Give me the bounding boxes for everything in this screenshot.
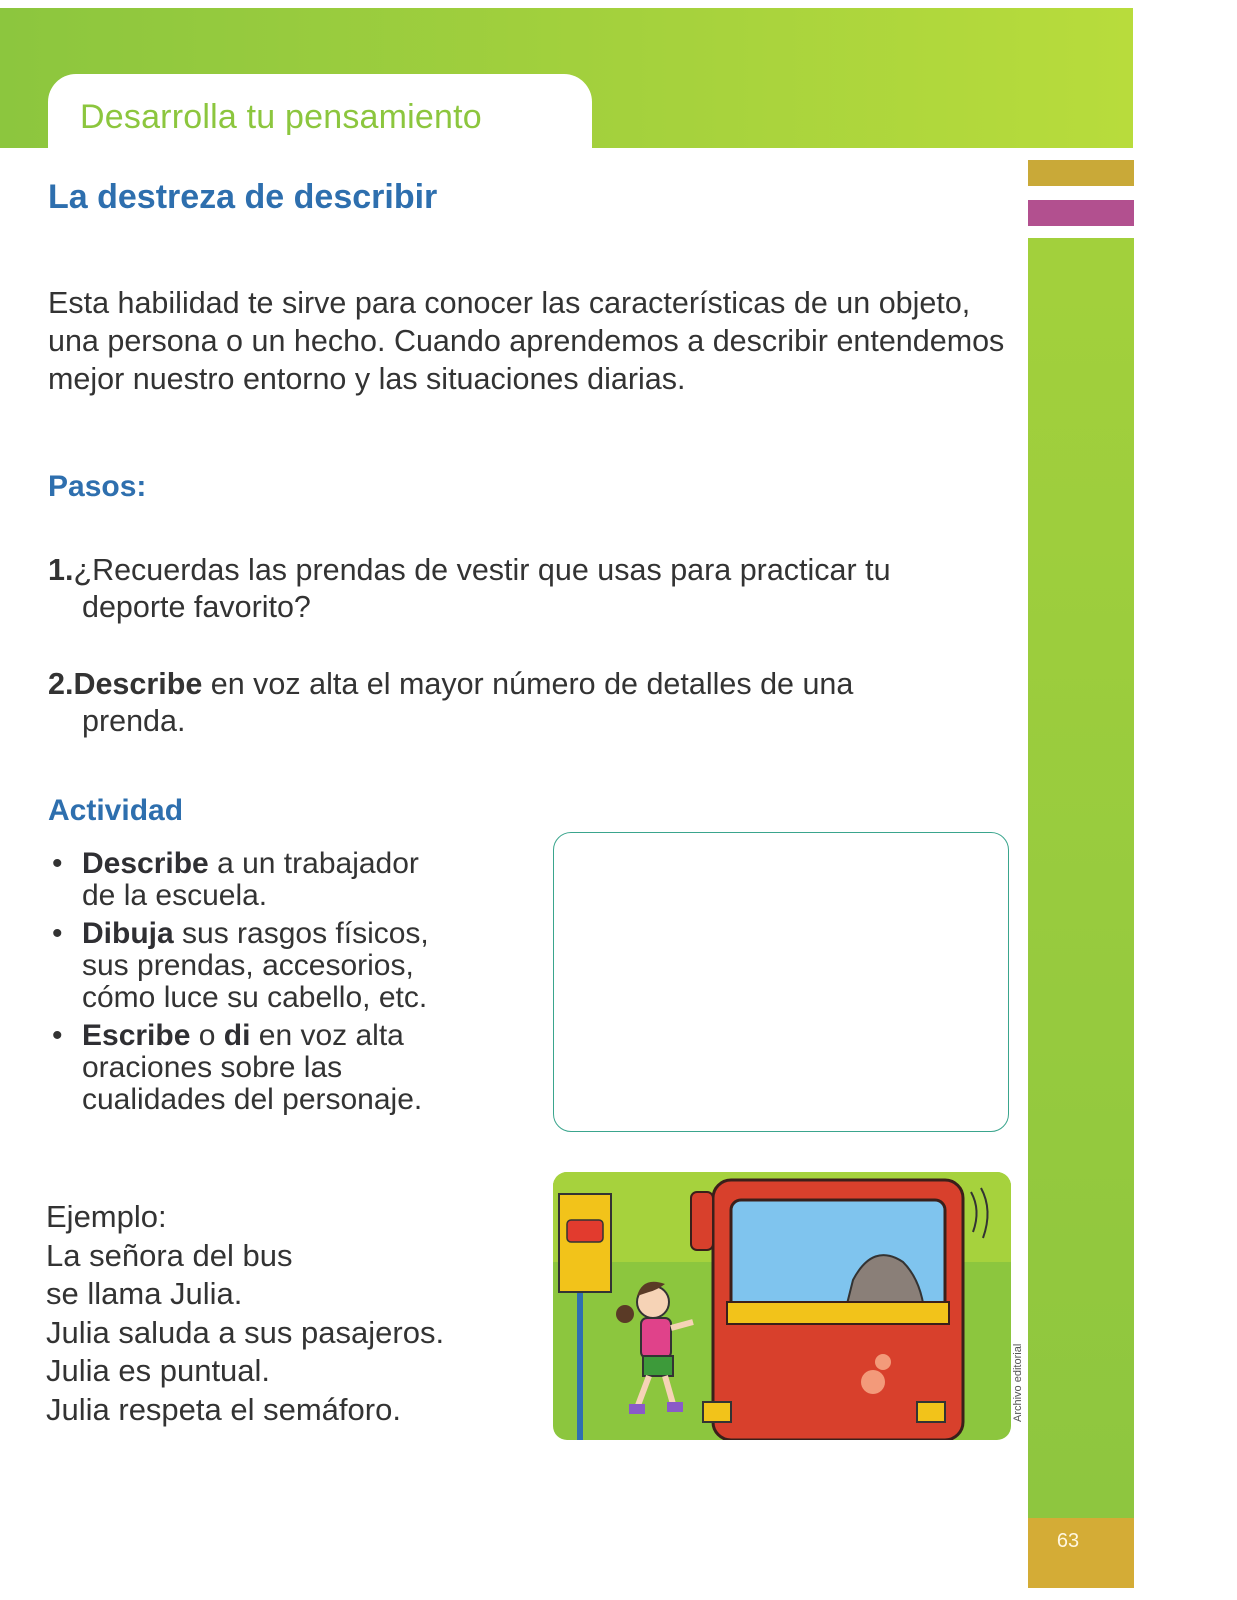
section-tab-title: Desarrolla tu pensamiento xyxy=(80,98,482,136)
activity-list xyxy=(48,848,538,1122)
page-title: La destreza de describir xyxy=(48,178,438,216)
example-block xyxy=(46,1198,444,1429)
example-line: se llama Julia. xyxy=(46,1276,243,1311)
step-text: ¿Recuerdas las prendas de vestir que usas para practicar tu xyxy=(73,553,891,587)
activity-heading: Actividad xyxy=(48,794,184,827)
item-text: sus rasgos físicos, xyxy=(173,917,429,950)
bold-verb: di xyxy=(223,1019,251,1052)
gold-stripe xyxy=(1028,160,1134,186)
intro-paragraph: Esta habilidad te sirve para conocer las características de un objeto, una persona o un hecho. Cuando aprendemos a describir entendemos mejor nuestro entorno y las situaciones diarias. xyxy=(48,286,1005,396)
step-2 xyxy=(48,666,1008,740)
item-text-cont: cualidades del personaje. xyxy=(82,1083,423,1116)
steps-heading: Pasos: xyxy=(48,470,147,503)
item-text: a un trabajador xyxy=(208,847,419,880)
bus-scene-image xyxy=(553,1172,1011,1440)
step-text: en voz alta el mayor número de detalles de una xyxy=(202,667,854,701)
drawing-box[interactable] xyxy=(553,832,1009,1132)
example-line: Julia respeta el semáforo. xyxy=(46,1391,401,1427)
example-line: La señora del bus xyxy=(46,1237,293,1273)
step-bold: Describe xyxy=(73,667,203,701)
item-text-cont: de la escuela. xyxy=(82,879,268,912)
step-text-cont: prenda. xyxy=(82,704,186,738)
magenta-stripe xyxy=(1028,200,1134,226)
bus-illustration xyxy=(553,1172,1011,1440)
bold-verb: Describe xyxy=(82,847,209,880)
step-number: 2. xyxy=(48,667,74,701)
step-text-cont: deporte favorito? xyxy=(82,590,311,624)
step-number: 1. xyxy=(48,553,74,587)
item-text: o xyxy=(190,1019,224,1052)
list-item xyxy=(48,918,538,1014)
example-line: Julia es puntual. xyxy=(46,1353,271,1388)
example-line: Julia saluda a sus pasajeros. xyxy=(46,1314,445,1350)
list-item xyxy=(48,848,538,912)
right-green-bar xyxy=(1028,148,1134,1518)
image-credit: Archivo editorial xyxy=(1012,1343,1024,1422)
step-1 xyxy=(48,552,1008,626)
page-number: 63 xyxy=(1056,1530,1080,1552)
bold-verb: Escribe xyxy=(82,1019,191,1052)
item-text: en voz alta xyxy=(250,1019,404,1052)
example-label: Ejemplo: xyxy=(46,1199,167,1234)
item-text-cont: sus prendas, accesorios, xyxy=(82,949,414,982)
item-text-cont: cómo luce su cabello, etc. xyxy=(82,981,428,1014)
page-number-box xyxy=(1028,1518,1134,1588)
item-text-cont: oraciones sobre las xyxy=(82,1051,343,1084)
list-item xyxy=(48,1020,538,1116)
bold-verb: Dibuja xyxy=(82,917,174,950)
